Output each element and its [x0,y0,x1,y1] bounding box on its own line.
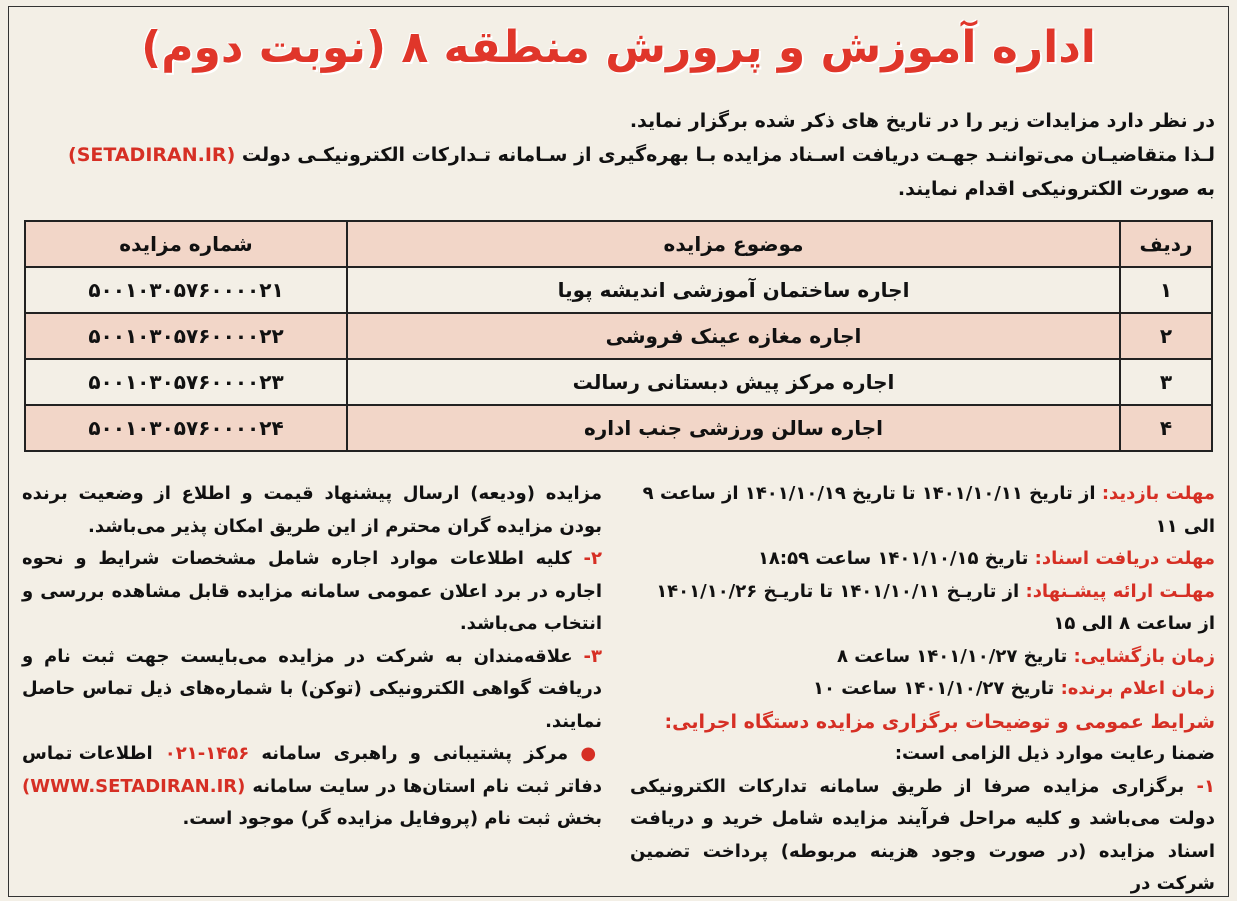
condition-item-2 [22,543,602,641]
header-subject: موضوع مزایده [347,221,1120,267]
intro-text [22,104,1215,206]
cell-row: ۳ [1120,359,1212,405]
winner-announcement [630,673,1215,706]
page-title: اداره آموزش و پرورش منطقه ۸ (نوبت دوم) [141,22,1096,73]
item-3-text: علاقه‌مندان به شرکت در مزایده می‌بایست جهت ثبت نام و دریافت گواهی الکترونیکی (توکن) با شماره‌های ذیل تماس حاصل نمایند. [22,645,602,732]
item-2-number: ۲- [583,548,602,569]
winner-label: زمان اعلام برنده: [1060,678,1215,699]
item-1-text: برگزاری مزایده صرفا از طریق سامانه تدارکات الکترونیکی دولت می‌باشد و کلیه مراحل فرآیند مزایده شامل خرید و دریافت اسناد مزایده (در صورت وجود هزینه مربوطه) پرداخت تضمین شرکت در [630,775,1215,894]
conditions-note: ضمنا رعایت موارد ذیل الزامی است: [894,743,1215,764]
docs-label: مهلت دریافت اسناد: [1034,548,1215,569]
intro-line-2 [22,138,1215,172]
open-text: تاریخ ۱۴۰۱/۱۰/۲۷ ساعت ۸ [836,645,1068,667]
cell-subject: اجاره سالن ورزشی جنب اداره [347,405,1120,451]
cell-number: ۵۰۰۱۰۳۰۵۷۶۰۰۰۰۲۱ [25,267,347,313]
auction-table [24,220,1213,452]
visit-deadline [630,478,1215,543]
table-header-row [25,221,1212,267]
cell-row: ۱ [1120,267,1212,313]
bullet-icon: ● [580,743,602,764]
schedule-column [630,478,1215,901]
winner-text: تاریخ ۱۴۰۱/۱۰/۲۷ ساعت ۱۰ [813,678,1055,699]
setadiran-www-link[interactable]: (WWW.SETADIRAN.IR) [22,775,246,797]
cell-number: ۵۰۰۱۰۳۰۵۷۶۰۰۰۰۲۴ [25,405,347,451]
offer-deadline [630,576,1215,609]
condition-item-1 [630,771,1215,901]
support-end: بخش ثبت نام (پروفایل مزایده گر) موجود است. [182,808,602,829]
condition-item-3 [22,641,602,739]
table-row [25,359,1212,405]
visit-text: از تاریخ ۱۴۰۱/۱۰/۱۱ تا تاریخ ۱۴۰۱/۱۰/۱۹ از ساعت ۹ الی ۱۱ [642,483,1215,537]
support-pre: مرکز پشتیبانی و راهبری سامانه [261,743,569,764]
support-info [22,738,602,836]
conditions-title: شرایط عمومی و توضیحات برگزاری مزایده دستگاه اجرایی: [664,710,1215,733]
offer-hours: از ساعت ۸ الی ۱۵ [1053,613,1215,634]
condition-item-1-continued: مزایده (ودیعه) ارسال پیشنهاد قیمت و اطلاع از وضعیت برنده بودن مزایده گران محترم از این طریق امکان پذیر می‌باشد. [22,483,602,537]
table-row [25,405,1212,451]
setadiran-link[interactable]: (SETADIRAN.IR) [68,144,236,166]
support-phone[interactable]: ۱۴۵۶-۰۲۱ [164,743,250,764]
support-post: اطلاعات تماس دفاتر ثبت نام استان‌ها در سایت سامانه [22,743,602,797]
item-1-number: ۱- [1196,775,1215,797]
visit-label: مهلت بازدید: [1101,483,1215,504]
table-row [25,267,1212,313]
header-auction-number: شماره مزایده [25,221,347,267]
docs-deadline [630,543,1215,576]
cell-subject: اجاره مرکز پیش دبستانی رسالت [347,359,1120,405]
open-label: زمان بازگشایی: [1073,645,1215,667]
cell-number: ۵۰۰۱۰۳۰۵۷۶۰۰۰۰۲۳ [25,359,347,405]
offer-text: از تاریـخ ۱۴۰۱/۱۰/۱۱ تا تاریـخ ۱۴۰۱/۱۰/۲۶ [656,580,1020,602]
intro-line-2-text: لـذا متقاضیـان می‌تواننـد جهـت دریافت اسـناد مزایده بـا بهره‌گیری از سـامانه تـدارکات الکترونیکـی دولت [241,144,1215,166]
cell-subject: اجاره مغازه عینک فروشی [347,313,1120,359]
cell-row: ۴ [1120,405,1212,451]
offer-label: مهلـت ارائه پیشـنهاد: [1025,580,1215,602]
docs-text: تاریخ ۱۴۰۱/۱۰/۱۵ ساعت ۱۸:۵۹ [757,548,1029,569]
cell-subject: اجاره ساختمان آموزشی اندیشه پویا [347,267,1120,313]
intro-line-3: به صورت الکترونیکی اقدام نمایند. [897,178,1215,200]
cell-row: ۲ [1120,313,1212,359]
opening-time [630,641,1215,674]
intro-line-1: در نظر دارد مزایدات زیر را در تاریخ های ذکر شده برگزار نماید. [629,110,1215,132]
cell-number: ۵۰۰۱۰۳۰۵۷۶۰۰۰۰۲۲ [25,313,347,359]
header-row-number: ردیف [1120,221,1212,267]
conditions-column [22,478,602,836]
item-2-text: کلیه اطلاعات موارد اجاره شامل مشخصات شرایط و نحوه اجاره در برد اعلان عمومی سامانه مزایده قابل مشاهده بررسی و انتخاب می‌باشد. [22,548,602,634]
item-3-number: ۳- [583,645,602,667]
table-row [25,313,1212,359]
